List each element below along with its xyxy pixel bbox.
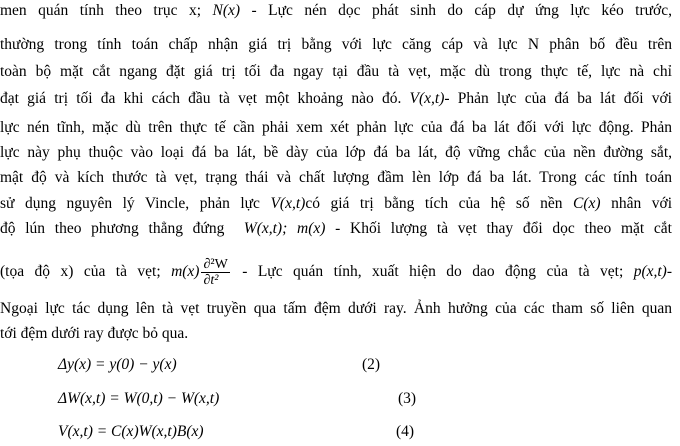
equation-number-3: (3) <box>398 390 417 407</box>
text-segment: - Phản lực của đá ba lát đối với <box>444 90 672 107</box>
text-line-3: toàn bộ mặt cắt ngang đặt giá trị tối đa ngay tại đầu tà vẹt, mặc dù trong thực tế, lực nà chỉ <box>0 63 672 80</box>
text-segment: nhân với <box>600 195 673 212</box>
fraction-numerator: ∂²W <box>203 256 228 272</box>
fraction-denominator: ∂t² <box>203 272 219 288</box>
text-line-2: thường trong tính toán chấp nhận giá trị bằng với lực căng cáp và lực N phân bố đều trên <box>0 36 672 53</box>
symbol-C: C(x) <box>573 195 601 212</box>
text-segment: - Khối lượng tà vẹt thay đổi dọc theo mặt cắt <box>325 220 672 237</box>
text-line-5: lực nén tĩnh, mặc dù trên thực tế cần phải xem xét phản lực của đá ba lát đối với lực động. Phản <box>0 119 672 136</box>
equation-number-2: (2) <box>362 356 381 373</box>
equation-3: ΔW(x,t) = W(0,t) − W(x,t) <box>58 390 220 407</box>
symbol-N: N(x) <box>212 2 241 19</box>
symbol-m: m(x) <box>171 263 200 280</box>
text-line-11: Ngoại lực tác dụng lên tà vẹt truyền qua tấm đệm dưới ray. Ảnh hưởng của các tham số liên quan <box>0 300 672 317</box>
symbol-W: W(x,t); <box>243 220 288 237</box>
symbol-V: V(x,t) <box>270 195 306 212</box>
text-line-9 <box>0 219 672 239</box>
text-line-10 <box>0 255 672 289</box>
partial-derivative-fraction <box>201 257 229 288</box>
text-segment: men quán tính theo trục x; <box>0 2 213 19</box>
symbol-m: m(x) <box>297 220 326 237</box>
equation-2: Δy(x) = y(0) − y(x) <box>58 356 177 373</box>
text-segment: - Lực quán tính, xuất hiện do dao động của tà vẹt; <box>231 263 634 280</box>
text-segment: - Lực nén dọc phát sinh do cáp dự ứng lực kéo trước, <box>240 2 672 19</box>
equation-number-4: (4) <box>396 423 415 440</box>
text-line-12: tới đệm dưới ray được bỏ qua. <box>0 325 189 342</box>
text-segment: độ lún theo phương thẳng đứng <box>0 220 235 237</box>
text-line-7: mật độ và kích thước tà vẹt, trạng thái và chất lượng đầm lèn lớp đá ba lát. Trong các tính toán <box>0 169 672 186</box>
text-line-4 <box>0 89 672 109</box>
symbol-V: V(x,t) <box>409 90 445 107</box>
text-line-8 <box>0 194 672 214</box>
text-segment: đạt giá trị tối đa khi cách đầu tà vẹt một khoảng nào đó. <box>0 90 410 107</box>
text-segment: (tọa độ x) của tà vẹt; <box>0 263 172 280</box>
text-segment: sử dụng nguyên lý Vincle, phản lực <box>0 195 271 212</box>
text-line-1 <box>0 1 672 21</box>
text-segment: - <box>666 263 672 280</box>
text-segment: có giá trị bằng tích của hệ số nền <box>305 195 574 212</box>
text-line-6: lực này phụ thuộc vào loại đá ba lát, bề dày của lớp đá ba lát, độ vững chắc của nền đường sắt, <box>0 144 672 161</box>
equation-4: V(x,t) = C(x)W(x,t)B(x) <box>58 423 204 440</box>
symbol-p: p(x,t) <box>633 263 667 280</box>
